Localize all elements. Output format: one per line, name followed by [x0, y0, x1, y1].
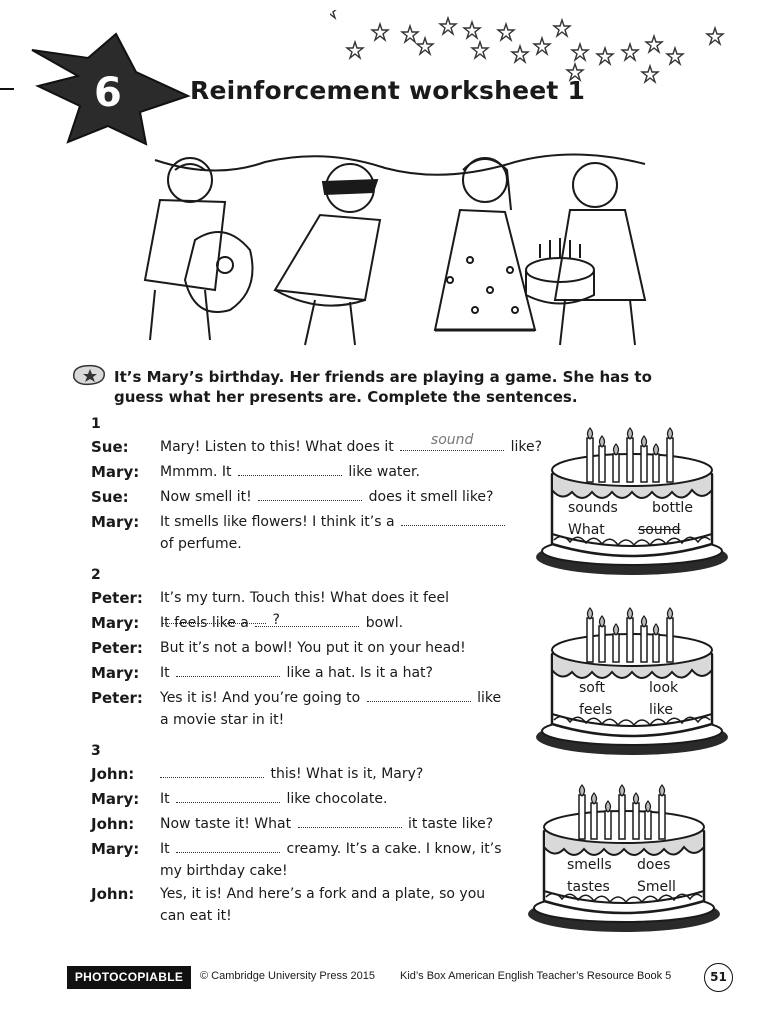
- page-number: 51: [704, 963, 733, 992]
- speaker: Mary:: [91, 840, 140, 858]
- word-cake-1: [532, 412, 732, 577]
- dialogue-line: [160, 687, 560, 731]
- word-option: sounds: [568, 500, 618, 516]
- copyright-text: © Cambridge University Press 2015: [200, 970, 376, 982]
- word-option: does: [637, 857, 671, 873]
- unit-label: Unit: [50, 30, 89, 54]
- line-text: ?: [272, 612, 280, 628]
- line-text: can eat it!: [160, 908, 232, 924]
- word-option: soft: [579, 680, 606, 696]
- line-text: my birthday cake!: [160, 863, 288, 879]
- speaker: Mary:: [91, 614, 140, 632]
- line-text: It: [160, 665, 170, 681]
- answer-blank[interactable]: [258, 486, 362, 501]
- speaker: John:: [91, 885, 135, 903]
- speaker: Mary:: [91, 790, 140, 808]
- answer-blank[interactable]: [367, 687, 471, 702]
- dialogue-line: [160, 838, 560, 882]
- answer-blank[interactable]: [176, 662, 280, 677]
- word-option: tastes: [567, 879, 610, 895]
- word-option: like: [649, 702, 674, 718]
- dialogue-line: [160, 883, 560, 927]
- dialogue-line: [160, 432, 560, 458]
- dialogue-line: [160, 612, 560, 634]
- line-text: It: [160, 841, 170, 857]
- section-number: 1: [91, 416, 101, 432]
- margin-rule: [0, 88, 14, 90]
- answer-blank[interactable]: [176, 838, 280, 853]
- line-text: Now smell it!: [160, 489, 252, 505]
- line-text: Yes it is! And you’re going to: [160, 690, 361, 706]
- word-option: feels: [579, 702, 613, 718]
- line-text: this! What is it, Mary?: [270, 766, 424, 782]
- example-answer: sound: [430, 432, 474, 448]
- line-text: like?: [510, 439, 543, 455]
- speaker: Peter:: [91, 689, 143, 707]
- line-text: Mmmm. It: [160, 464, 232, 480]
- answer-blank[interactable]: [160, 763, 264, 778]
- speaker: Mary:: [91, 513, 140, 531]
- dialogue-line: [160, 813, 560, 835]
- instruction-text: It’s Mary’s birthday. Her friends are playing a game. She has to guess what her presents are. Complete the sentences.: [114, 368, 652, 406]
- answer-blank[interactable]: [298, 813, 402, 828]
- dialogue-line: [160, 511, 560, 555]
- line-text: Yes, it is! And here’s a fork and a plate, so you: [160, 886, 486, 902]
- section-number: 2: [91, 567, 101, 583]
- speaker: John:: [91, 765, 135, 783]
- line-text: like chocolate.: [286, 791, 388, 807]
- speaker: Sue:: [91, 438, 129, 456]
- line-text: Now taste it! What: [160, 816, 292, 832]
- dialogue-line: [160, 461, 560, 483]
- cake-icon: [532, 412, 732, 577]
- decorative-stars: [330, 10, 750, 90]
- dialogue-line: [160, 763, 560, 785]
- party-illustration: [115, 140, 675, 355]
- dialogue-line: [160, 662, 560, 684]
- speaker: Peter:: [91, 639, 143, 657]
- line-text: It: [160, 791, 170, 807]
- answer-blank[interactable]: [238, 461, 342, 476]
- cake-icon: [524, 769, 724, 934]
- speaker: Mary:: [91, 664, 140, 682]
- line-text: like water.: [348, 464, 420, 480]
- word-option-used: sound: [638, 522, 681, 538]
- unit-number: 6: [94, 70, 122, 116]
- line-text: does it smell like?: [368, 489, 494, 505]
- line-text: It feels like a: [160, 615, 249, 631]
- page-title: Reinforcement worksheet 1: [190, 76, 586, 105]
- line-text: But it’s not a bowl! You put it on your head!: [160, 640, 466, 656]
- speaker: Mary:: [91, 463, 140, 481]
- line-text: creamy. It’s a cake. I know, it’s: [286, 841, 502, 857]
- line-text: it taste like?: [408, 816, 494, 832]
- cake-icon: [532, 592, 732, 757]
- word-option: Smell: [637, 879, 676, 895]
- answer-blank[interactable]: [255, 612, 359, 627]
- speaker: John:: [91, 815, 135, 833]
- word-cake-2: [532, 592, 732, 757]
- line-text: Mary! Listen to this! What does it: [160, 439, 394, 455]
- dialogue-line: [160, 637, 560, 659]
- line-text: It’s my turn. Touch this! What does it feel: [160, 590, 449, 606]
- answer-blank[interactable]: [176, 788, 280, 803]
- speaker: Peter:: [91, 589, 143, 607]
- line-text: like a hat. Is it a hat?: [286, 665, 433, 681]
- word-option: look: [649, 680, 679, 696]
- section-number: 3: [91, 743, 101, 759]
- line-text: bowl.: [365, 615, 404, 631]
- book-title: Kid’s Box American English Teacher’s Resource Book 5: [400, 970, 672, 982]
- word-option: smells: [567, 857, 612, 873]
- word-option: What: [568, 522, 605, 538]
- dialogue-line: [160, 788, 560, 810]
- line-text: like: [477, 690, 502, 706]
- speaker: Sue:: [91, 488, 129, 506]
- word-cake-3: [524, 769, 724, 934]
- answer-blank[interactable]: [400, 432, 504, 451]
- line-text: of perfume.: [160, 536, 242, 552]
- line-text: It smells like flowers! I think it’s a: [160, 514, 395, 530]
- dialogue-line: [160, 486, 560, 508]
- line-text: a movie star in it!: [160, 712, 285, 728]
- instruction-star-icon: [70, 362, 108, 388]
- answer-blank[interactable]: [401, 511, 505, 526]
- word-option: bottle: [652, 500, 693, 516]
- photocopiable-badge: PHOTOCOPIABLE: [67, 966, 191, 989]
